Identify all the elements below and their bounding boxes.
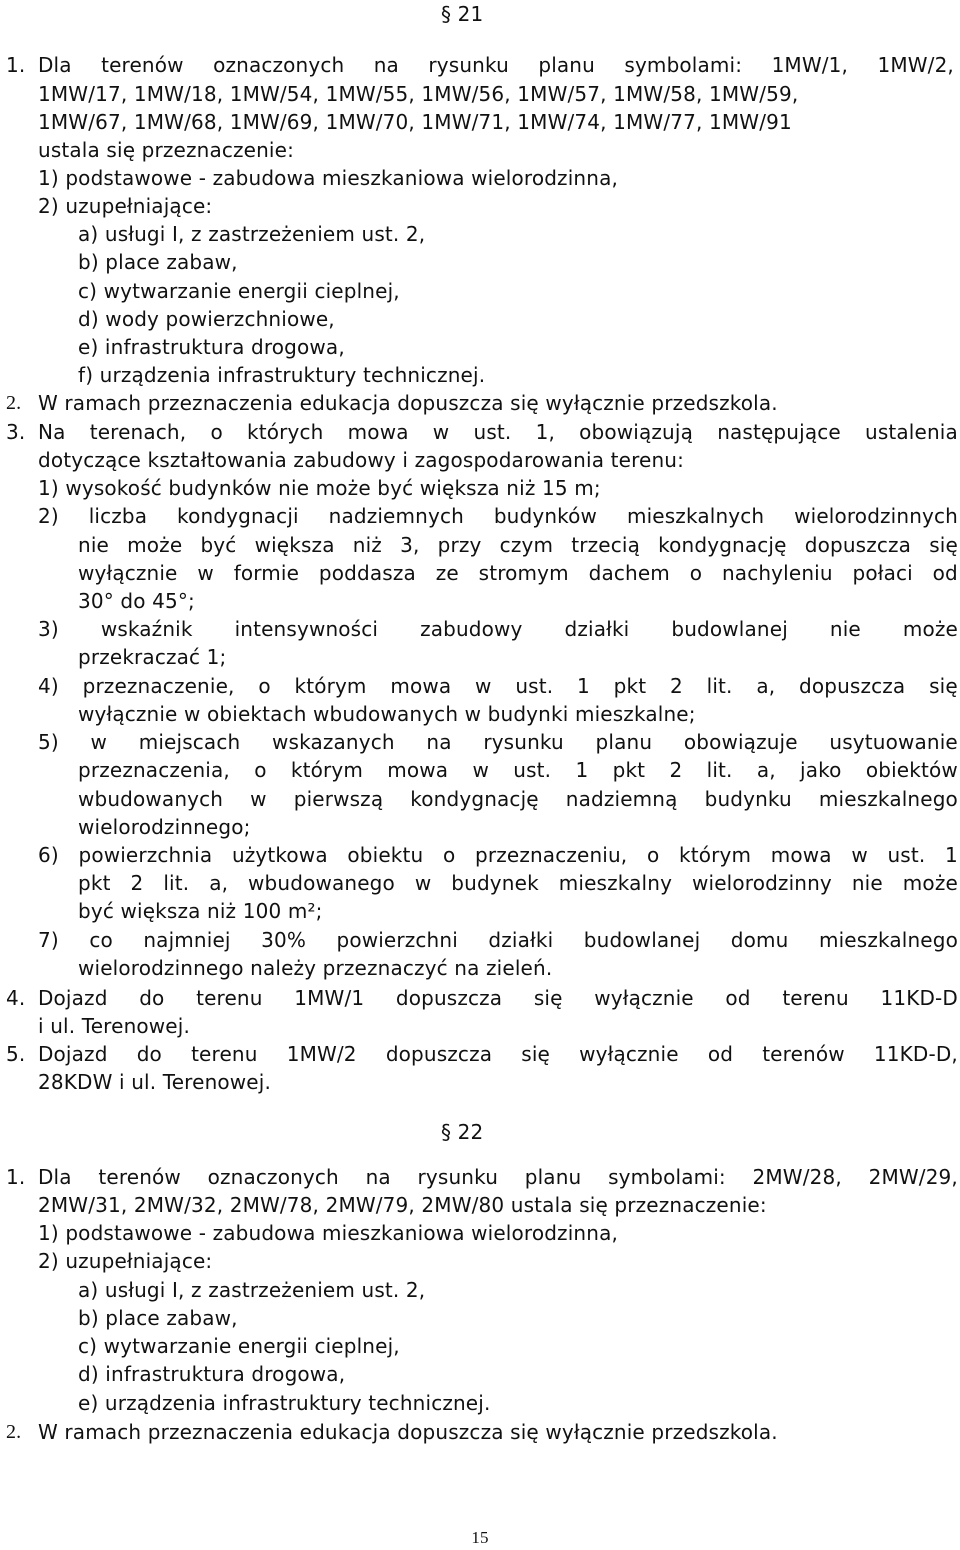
word: miejscach bbox=[138, 730, 241, 754]
word: obowiązuje bbox=[683, 730, 798, 754]
justified-line bbox=[78, 869, 958, 897]
word: zabudowy bbox=[420, 617, 523, 641]
word: którym bbox=[679, 843, 752, 867]
word: 1MW/2, bbox=[877, 53, 954, 77]
word: kondygnację bbox=[410, 787, 539, 811]
word: przeznaczenia, bbox=[78, 758, 230, 782]
word: rysunku bbox=[483, 730, 564, 754]
word: czym bbox=[499, 533, 554, 557]
word: terenów bbox=[762, 1042, 845, 1066]
word: o bbox=[689, 561, 703, 585]
sub-list-item: e) urządzenia infrastruktury technicznej. bbox=[78, 1391, 491, 1415]
word: większa bbox=[254, 533, 335, 557]
word: wielorodzinnych bbox=[794, 504, 958, 528]
word: nadziemną bbox=[565, 787, 678, 811]
word: trzecią bbox=[571, 533, 640, 557]
list-item: 1) podstawowe - zabudowa mieszkaniowa wielorodzinna, bbox=[38, 1221, 618, 1245]
word: nadziemnych bbox=[328, 504, 464, 528]
sub-list-item: c) wytwarzanie energii cieplnej, bbox=[78, 279, 400, 303]
word: o bbox=[210, 420, 223, 444]
word: na bbox=[426, 730, 452, 754]
word: w bbox=[90, 730, 108, 754]
word: wskaźnik bbox=[100, 617, 193, 641]
word: nie bbox=[78, 533, 109, 557]
word: domu bbox=[730, 928, 789, 952]
word: terenu bbox=[191, 1042, 258, 1066]
word: wyłącznie bbox=[579, 1042, 679, 1066]
word: ze bbox=[435, 561, 459, 585]
justified-line bbox=[78, 785, 958, 813]
word: 3, bbox=[400, 533, 420, 557]
word: w bbox=[851, 843, 868, 867]
justified-line bbox=[38, 984, 958, 1012]
word: 30% bbox=[261, 928, 306, 952]
word: o bbox=[442, 843, 456, 867]
text-line: 1MW/17, 1MW/18, 1MW/54, 1MW/55, 1MW/56, 1MW/57, 1MW/58, 1MW/59, bbox=[38, 82, 799, 106]
word: mieszkalnych bbox=[626, 504, 765, 528]
word: rysunku bbox=[417, 1165, 499, 1189]
justified-line bbox=[38, 728, 958, 756]
word: ust. bbox=[887, 843, 926, 867]
word: formie bbox=[233, 561, 300, 585]
section-heading-22: § 22 bbox=[441, 1120, 484, 1144]
word: 1 bbox=[575, 758, 589, 782]
sub-list-item: a) usługi I, z zastrzeżeniem ust. 2, bbox=[78, 222, 426, 246]
sub-list-item: c) wytwarzanie energii cieplnej, bbox=[78, 1334, 400, 1358]
word: przy bbox=[437, 533, 482, 557]
justified-line bbox=[38, 51, 954, 79]
paragraph-number: 1. bbox=[6, 1165, 26, 1189]
word: o bbox=[254, 758, 267, 782]
word: połaci bbox=[852, 561, 913, 585]
word: wielorodzinny bbox=[692, 871, 832, 895]
word: kondygnację bbox=[658, 533, 787, 557]
text-line: być większa niż 100 m²; bbox=[78, 899, 323, 923]
word: może bbox=[127, 533, 183, 557]
word: 4) bbox=[38, 674, 59, 698]
word: ust. bbox=[515, 674, 554, 698]
word: 1MW/2 bbox=[286, 1042, 357, 1066]
justified-line bbox=[38, 418, 958, 446]
word: od bbox=[932, 561, 958, 585]
word: użytkowa bbox=[231, 843, 328, 867]
word: planu bbox=[595, 730, 653, 754]
word: powierzchni bbox=[336, 928, 458, 952]
word: budynek bbox=[451, 871, 539, 895]
word: o bbox=[258, 674, 271, 698]
word: 6) bbox=[38, 843, 59, 867]
word: terenach, bbox=[89, 420, 187, 444]
word: intensywności bbox=[234, 617, 379, 641]
word: pkt bbox=[78, 871, 111, 895]
word: pkt bbox=[613, 674, 647, 698]
sub-list-item: d) wody powierzchniowe, bbox=[78, 307, 335, 331]
word: 1MW/1, bbox=[771, 53, 849, 77]
text-line: ustala się przeznaczenie: bbox=[38, 138, 294, 162]
word: terenu bbox=[782, 986, 849, 1010]
word: oznaczonych bbox=[213, 53, 345, 77]
word: mieszkalnego bbox=[818, 928, 958, 952]
word: usytuowanie bbox=[829, 730, 958, 754]
word: dopuszcza bbox=[799, 674, 906, 698]
paragraph-number: 1. bbox=[6, 53, 26, 77]
word: budynku bbox=[704, 787, 792, 811]
text-line: W ramach przeznaczenia edukacja dopuszcza się wyłącznie przedszkola. bbox=[38, 391, 778, 415]
word: ustalenia bbox=[865, 420, 958, 444]
word: Dla bbox=[38, 1165, 72, 1189]
word: 2MW/28, bbox=[752, 1165, 842, 1189]
word: wyłącznie bbox=[78, 561, 178, 585]
justified-line bbox=[38, 672, 958, 700]
word: co bbox=[89, 928, 113, 952]
word: się bbox=[533, 986, 563, 1010]
text-line: wielorodzinnego należy przeznaczyć na zieleń. bbox=[78, 956, 553, 980]
word: nie bbox=[829, 617, 861, 641]
word: Dojazd bbox=[38, 1042, 108, 1066]
word: być bbox=[200, 533, 237, 557]
justified-line bbox=[78, 531, 958, 559]
word: jako bbox=[800, 758, 842, 782]
word: oznaczonych bbox=[207, 1165, 339, 1189]
word: terenów bbox=[98, 1165, 181, 1189]
word: Dojazd bbox=[38, 986, 108, 1010]
word: dopuszcza bbox=[385, 1042, 493, 1066]
word: wbudowanego bbox=[248, 871, 395, 895]
word: 2 bbox=[669, 674, 683, 698]
text-line: wielorodzinnego; bbox=[78, 815, 251, 839]
word: lit. bbox=[706, 758, 733, 782]
word: symbolami: bbox=[624, 53, 743, 77]
sub-list-item: e) infrastruktura drogowa, bbox=[78, 335, 345, 359]
word: rysunku bbox=[428, 53, 509, 77]
word: może bbox=[902, 617, 958, 641]
word: 2 bbox=[669, 758, 683, 782]
word: przeznaczenie, bbox=[82, 674, 235, 698]
word: Dla bbox=[38, 53, 72, 77]
word: kondygnacji bbox=[177, 504, 299, 528]
word: mowa bbox=[770, 843, 832, 867]
word: 1, bbox=[535, 420, 555, 444]
word: 2MW/29, bbox=[868, 1165, 958, 1189]
sub-list-item: b) place zabaw, bbox=[78, 1306, 238, 1330]
justified-line bbox=[38, 841, 958, 869]
word: budowlanej bbox=[583, 928, 701, 952]
word: obowiązują bbox=[579, 420, 693, 444]
text-line: 28KDW i ul. Terenowej. bbox=[38, 1070, 271, 1094]
paragraph-number: 2. bbox=[6, 392, 22, 414]
word: niż bbox=[352, 533, 382, 557]
word: 2) bbox=[38, 504, 59, 528]
paragraph-number: 4. bbox=[6, 986, 26, 1010]
word: budynków bbox=[493, 504, 598, 528]
word: mieszkalnego bbox=[818, 787, 958, 811]
word: ust. bbox=[513, 758, 552, 782]
word: obiektu bbox=[347, 843, 424, 867]
justified-line bbox=[38, 926, 958, 954]
word: najmniej bbox=[143, 928, 231, 952]
word: wskazanych bbox=[272, 730, 395, 754]
word: mowa bbox=[387, 758, 449, 782]
word: planu bbox=[524, 1165, 582, 1189]
word: następujące bbox=[717, 420, 841, 444]
word: w bbox=[197, 561, 214, 585]
word: a, bbox=[209, 871, 229, 895]
word: na bbox=[365, 1165, 391, 1189]
sub-list-item: d) infrastruktura drogowa, bbox=[78, 1362, 346, 1386]
word: przeznaczeniu, bbox=[475, 843, 628, 867]
word: a, bbox=[756, 674, 776, 698]
word: stromym bbox=[478, 561, 569, 585]
section-heading-21: § 21 bbox=[441, 2, 484, 26]
sub-list-item: f) urządzenia infrastruktury technicznej. bbox=[78, 363, 486, 387]
text-line: i ul. Terenowej. bbox=[38, 1014, 190, 1038]
word: 1MW/1 bbox=[294, 986, 365, 1010]
word: terenów bbox=[101, 53, 184, 77]
word: pkt bbox=[612, 758, 646, 782]
text-line: W ramach przeznaczenia edukacja dopuszcza się wyłącznie przedszkola. bbox=[38, 1420, 778, 1444]
list-item: 1) wysokość budynków nie może być większa niż 15 m; bbox=[38, 476, 601, 500]
word: działki bbox=[488, 928, 554, 952]
word: 2 bbox=[130, 871, 144, 895]
page-number: 15 bbox=[471, 1528, 489, 1547]
word: poddasza bbox=[318, 561, 416, 585]
word: od bbox=[725, 986, 751, 1010]
justified-line bbox=[38, 615, 958, 643]
word: w bbox=[250, 787, 267, 811]
word: którym bbox=[294, 674, 367, 698]
word: 1 bbox=[577, 674, 590, 698]
justified-line bbox=[78, 756, 958, 784]
word: 5) bbox=[38, 730, 59, 754]
word: liczba bbox=[88, 504, 148, 528]
word: 11KD-D bbox=[880, 986, 958, 1010]
word: nie bbox=[851, 871, 883, 895]
word: o bbox=[646, 843, 660, 867]
word: powierzchnia bbox=[78, 843, 213, 867]
word: w bbox=[414, 871, 432, 895]
list-item: 2) uzupełniające: bbox=[38, 194, 213, 218]
word: może bbox=[902, 871, 958, 895]
word: mowa bbox=[347, 420, 409, 444]
justified-line bbox=[78, 559, 958, 587]
word: ust. bbox=[473, 420, 512, 444]
word: dachem bbox=[588, 561, 670, 585]
word: w bbox=[472, 758, 489, 782]
word: mieszkalny bbox=[558, 871, 673, 895]
paragraph-number: 5. bbox=[6, 1042, 26, 1066]
text-line: przekraczać 1; bbox=[78, 645, 227, 669]
word: a, bbox=[756, 758, 776, 782]
justified-line bbox=[38, 1163, 958, 1191]
word: wyłącznie bbox=[594, 986, 694, 1010]
text-line: 1MW/67, 1MW/68, 1MW/69, 1MW/70, 1MW/71, 1MW/74, 1MW/77, 1MW/91 bbox=[38, 110, 792, 134]
word: działki bbox=[564, 617, 630, 641]
justified-line bbox=[38, 1040, 958, 1068]
word: lit. bbox=[706, 674, 733, 698]
word: 1 bbox=[945, 843, 958, 867]
word: budowlanej bbox=[671, 617, 788, 641]
word: 11KD-D, bbox=[873, 1042, 958, 1066]
word: 7) bbox=[38, 928, 59, 952]
word: mowa bbox=[390, 674, 452, 698]
word: się bbox=[929, 674, 958, 698]
word: planu bbox=[538, 53, 595, 77]
text-line: 30° do 45°; bbox=[78, 589, 195, 613]
word: symbolami: bbox=[608, 1165, 726, 1189]
word: dopuszcza bbox=[804, 533, 912, 557]
word: się bbox=[521, 1042, 551, 1066]
list-item: 2) uzupełniające: bbox=[38, 1249, 213, 1273]
word: do bbox=[136, 1042, 162, 1066]
word: których bbox=[247, 420, 324, 444]
word: którym bbox=[290, 758, 363, 782]
word: nachyleniu bbox=[721, 561, 833, 585]
word: obiektów bbox=[865, 758, 958, 782]
text-line: dotyczące kształtowania zabudowy i zagospodarowania terenu: bbox=[38, 448, 684, 472]
word: dopuszcza bbox=[395, 986, 503, 1010]
word: od bbox=[707, 1042, 734, 1066]
word: do bbox=[139, 986, 165, 1010]
paragraph-number: 2. bbox=[6, 1421, 22, 1443]
word: Na bbox=[38, 420, 66, 444]
list-item: 1) podstawowe - zabudowa mieszkaniowa wielorodzinna, bbox=[38, 166, 618, 190]
sub-list-item: a) usługi I, z zastrzeżeniem ust. 2, bbox=[78, 1278, 426, 1302]
paragraph-number: 3. bbox=[6, 420, 26, 444]
sub-list-item: b) place zabaw, bbox=[78, 250, 238, 274]
word: wbudowanych bbox=[78, 787, 224, 811]
word: pierwszą bbox=[293, 787, 384, 811]
text-line: 2MW/31, 2MW/32, 2MW/78, 2MW/79, 2MW/80 ustala się przeznaczenie: bbox=[38, 1193, 767, 1217]
word: w bbox=[475, 674, 492, 698]
word: terenu bbox=[196, 986, 263, 1010]
justified-line bbox=[38, 502, 958, 530]
word: lit. bbox=[163, 871, 190, 895]
text-line: wyłącznie w obiektach wbudowanych w budynki mieszkalne; bbox=[78, 702, 696, 726]
word: na bbox=[373, 53, 399, 77]
word: 3) bbox=[38, 617, 59, 641]
word: w bbox=[432, 420, 450, 444]
word: się bbox=[929, 533, 958, 557]
